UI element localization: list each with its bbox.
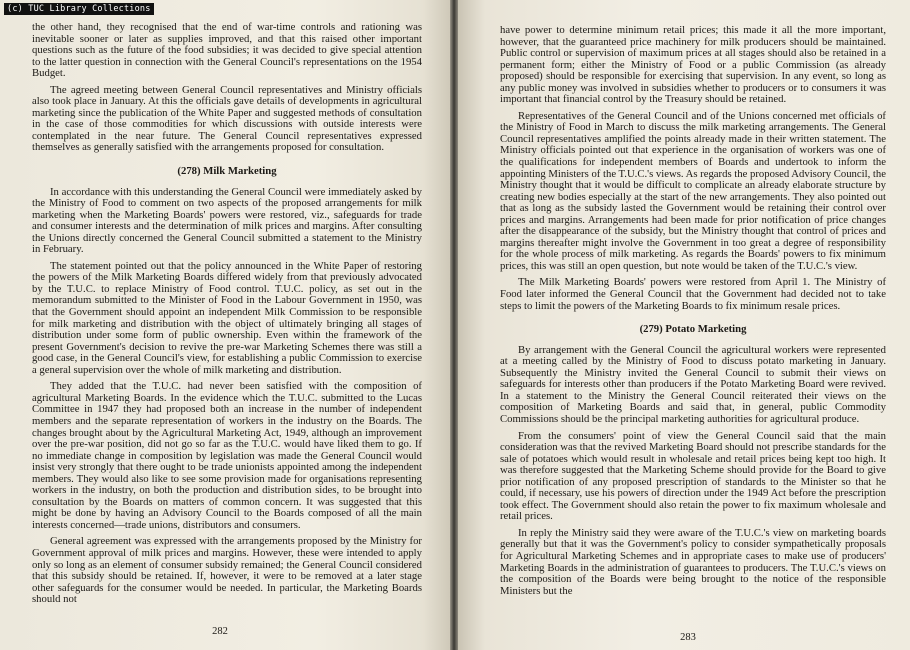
paragraph: In reply the Ministry said they were aware of the T.U.C.'s view on marketing boards generally but that it was the Government's policy to consider sympathetically proposals for Agricultural Marketing Schemes and in appropriate cases to make use of producers' Marketing Boards in the administration of guarantees to producers. The T.U.C.'s views on the composition of the Boards were being brought to the notice of the responsible Ministers but the — [500, 526, 886, 597]
paragraph: The Milk Marketing Boards' powers were restored from April 1. The Ministry of Food later informed the General Council that the Government had decided not to take steps to limit the powers of the Marketing Boards to fix minimum resale prices. — [500, 276, 886, 312]
paragraph: General agreement was expressed with the arrangements proposed by the Ministry for Government approval of milk prices and margins. However, these were intended to apply only so long as an element of consumer subsidy remained; the General Council considered that this subsidy should be retained. If, however, it were to be removed at a later stage other safeguards for the consumer would be needed. In particular, the Marketing Boards should not — [32, 535, 422, 606]
section-heading-potato-marketing: (279) Potato Marketing — [639, 323, 747, 336]
collection-watermark-label: (c) TUC Library Collections — [4, 3, 154, 15]
paragraph: have power to determine minimum retail prices; this made it all the more important, however, that the guaranteed price machinery for milk producers should be maintained. Public control or supervision of maximum prices at all stages should also be retained in a permanent form; either the Ministry of Food or a public Commission (as already proposed) should be responsible for exercising that supervision. In any event, so long as any public money was involved in subsidies whether to producers or to consumers it was important that financial control by the Treasury should be retained. — [500, 24, 886, 106]
section-heading-milk-marketing: (278) Milk Marketing — [177, 165, 277, 178]
paragraph: By arrangement with the General Council the agricultural workers were represented at a meeting called by the Ministry of Food to discuss potato marketing in January. Subsequently the Ministry invited the General Council to submit their views on safeguards for interests other than producers if the Potato Marketing Board were revived. In a statement to the Ministry the General Council reiterated their views on the composition of Marketing Boards and said that, in general, public Commodity Commissions should be the principal marketing authorities for agricultural produce. — [500, 343, 886, 425]
paragraph: In accordance with this understanding the General Council were immediately asked by the Ministry of Food to comment on two aspects of the proposed arrangements for milk marketing when the Marketing Boards' powers were restored, viz., safeguards for trade and consumer interests and the determination of milk prices and margins. After consulting the Unions directly concerned the General Council submitted a statement to the Ministry in February. — [32, 185, 422, 256]
paragraph: They added that the T.U.C. had never been satisfied with the composition of agricultural Marketing Boards. In the evidence which the T.U.C. submitted to the Lucas Committee in 1947 they had proposed both an increase in the number of independent members and the separate representation of workers in the industry on the Boards. The changes brought about by the Agricultural Marketing Act, 1949, although an improvement over the pre-war position, did not go so far as the T.U.C. would have liked them to go. If no immediate change in composition by legislation was made the General Council would insist very strongly that there ought to be trade unionists appointed among the independent members. They would also like to see some provision made for organisations representing workers in the industry, on both the production and distribution sides, to be brought into consultation by the Boards on matters of common concern. It was suggested that this might be done by having an Advisory Council to the Boards composed of all the main interests concerned—trade unions, distributors and consumers. — [32, 380, 422, 531]
page-number-left: 282 — [212, 626, 228, 637]
left-page — [0, 0, 450, 650]
paragraph: The agreed meeting between General Council representatives and Ministry officials also took place in January. At this the officials gave details of developments in agricultural marketing since the publication of the White Paper and suggested methods of consultation in the case of those commodities for which discussions with outside interests were contemplated in the near future. The General Council representatives expressed themselves as generally satisfied with the arrangements proposed for consultation. — [32, 83, 422, 154]
page-number-right: 283 — [680, 632, 696, 643]
paragraph: Representatives of the General Council and of the Unions concerned met officials of the Ministry of Food in March to discuss the milk marketing arrangements. The General Council representatives amplified the points already made in their written statement. The Ministry officials pointed out that experience in the organisation of workers was one of the qualifications for independent members of Boards and undertook to inform the appointing Ministers of the T.U.C.'s views. As regards the proposed Advisory Council, the Ministry thought that it would be difficult to complicate an already elaborate structure by creating new bodies especially at the start of the new arrangements. They also pointed out that as long as the subsidy lasted the Government would be retaining their control over prices and margins. Arrangements had been made for prior notification of price changes after the disappearance of the subsidy, but the Ministry thought that control of prices and margins thereafter might involve the Government in too great a degree of responsibility for the whole process of milk marketing. As regards the Boards' powers to fix minimum prices, this was still an open question, but note would be taken of the T.U.C.'s view. — [500, 109, 886, 272]
paragraph: From the consumers' point of view the General Council said that the main consideration was that the revived Marketing Board should not prescribe standards for the sale of potatoes which would result in wholesale and retail prices being kept too high. It was therefore suggested that the Marketing Scheme should provide for the Board to give prior notification of any proposed prescription of standards to the Minister so that he could, if necessary, use his powers of direction under the 1949 Act before the prescription took effect. The Government should also retain the power to fix maximum wholesale and retail prices. — [500, 429, 886, 523]
right-page-text — [500, 25, 886, 602]
left-page-text — [32, 22, 422, 611]
paragraph: the other hand, they recognised that the end of war-time controls and rationing was inevitable sooner or later as supplies improved, and that this raised other important questions such as the future of the food subsidies; it was decided to give special attention to the latter question in connection with the General Council's representations on the 1954 Budget. — [32, 21, 422, 80]
book-gutter — [450, 0, 458, 650]
right-page — [458, 0, 910, 650]
paragraph: The statement pointed out that the policy announced in the White Paper of restoring the powers of the Milk Marketing Boards differed widely from that previously advocated by the T.U.C. to replace Ministry of Food control. T.U.C. policy, as set out in the memorandum submitted to the Minister of Food in the Labour Government in 1950, was that the Government should appoint an independent Milk Commission to be responsible for milk marketing and distribution with the object of ultimately bringing all stages of distribution under some form of public ownership. Even within the framework of the present Government's decision to revive the pre-war Marketing Schemes there was still a good case, in the General Council's view, for establishing a public Commission to exercise a general supervision over the whole of milk marketing and distribution. — [32, 259, 422, 376]
